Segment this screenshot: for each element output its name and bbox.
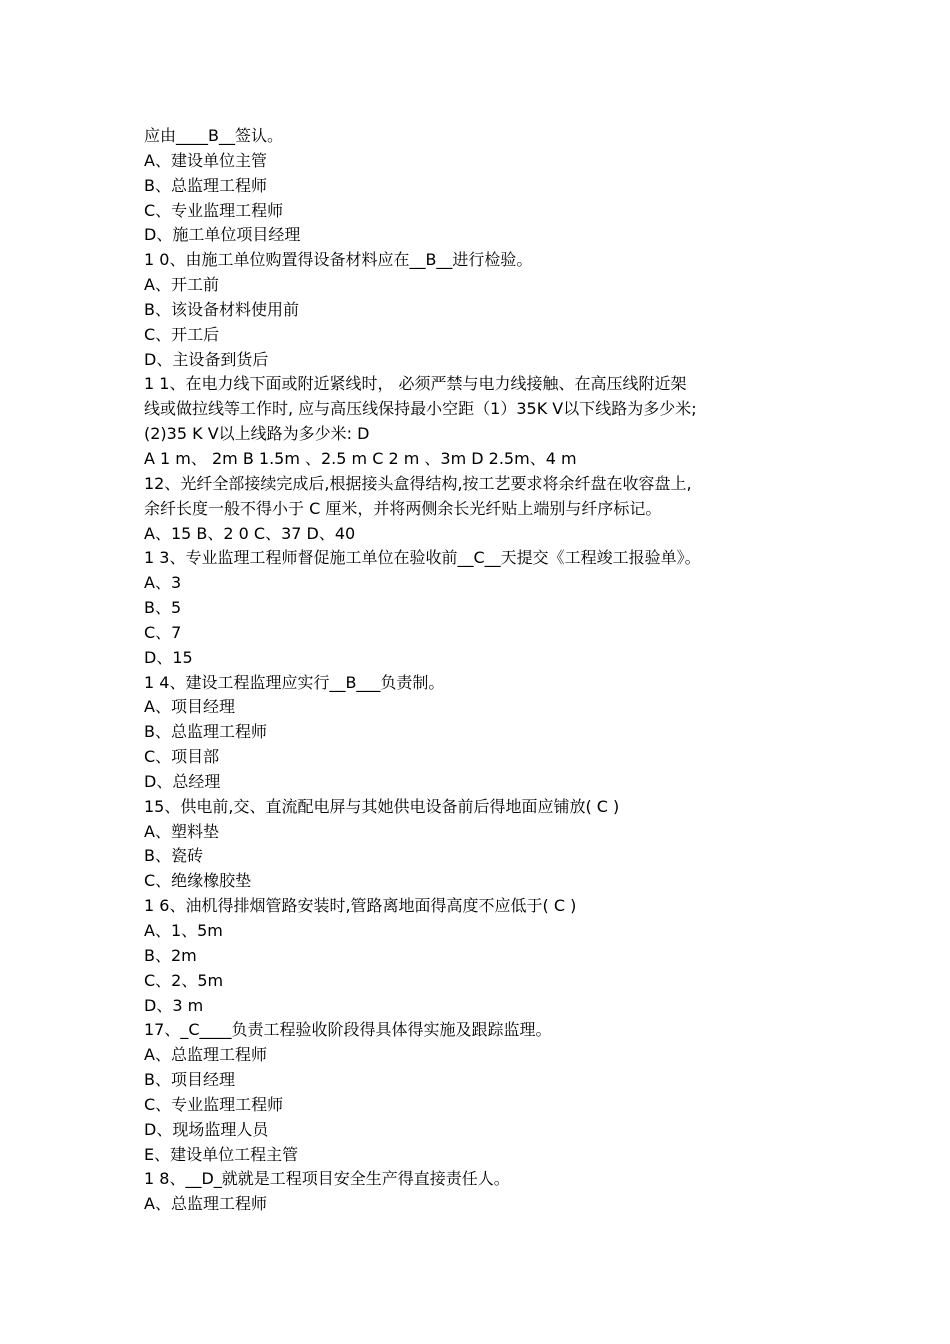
option-d: D、现场监理人员: [144, 1119, 269, 1139]
option-b: B、项目经理: [144, 1070, 235, 1090]
option-a: A、3: [144, 573, 182, 593]
option-a: A、总监理工程师: [144, 1045, 267, 1065]
question-11: 1 1、在电力线下面或附近紧线时， 必须严禁与电力线接触、在高压线附近架: [144, 374, 687, 394]
option-c: C、专业监理工程师: [144, 1094, 284, 1114]
question-12: 12、光纤全部接续完成后,根据接头盒得结构,按工艺要求将余纤盘在收容盘上,: [144, 473, 692, 493]
option-b: B、2m: [144, 945, 197, 965]
option-b: B、瓷砖: [144, 846, 203, 866]
option-e: E、建设单位工程主管: [144, 1144, 299, 1164]
option-a: A、建设单位主管: [144, 150, 267, 170]
option-a: A、1、5m: [144, 921, 223, 940]
option-a: A、总监理工程师: [144, 1194, 267, 1214]
option-c: C、2、5m: [144, 970, 224, 990]
option-d: D、总经理: [144, 771, 221, 791]
option-d: D、15: [144, 647, 193, 667]
option-d: D、施工单位项目经理: [144, 225, 301, 245]
question-10: 1 0、由施工单位购置得设备材料应在__B__进行检验。: [144, 250, 533, 270]
option-b: B、该设备材料使用前: [144, 299, 299, 319]
question-16: 1 6、油机得排烟管路安装时,管路离地面得高度不应低于( C ): [144, 896, 577, 916]
option-c: C、项目部: [144, 747, 220, 767]
option-d: D、3 m: [144, 995, 204, 1015]
option-a: A、项目经理: [144, 697, 235, 717]
question-17: 17、_C____负责工程验收阶段得具体得实施及跟踪监理。: [144, 1020, 552, 1040]
option-a: A、塑料垫: [144, 821, 219, 841]
question-14: 1 4、建设工程监理应实行__B___负责制。: [144, 672, 445, 692]
option-a: A、开工前: [144, 275, 219, 295]
question-13: 1 3、专业监理工程师督促施工单位在验收前__C__天提交《工程竣工报验单》。: [144, 548, 701, 568]
option-b: B、总监理工程师: [144, 175, 267, 195]
option-c: C、绝缘橡胶垫: [144, 871, 252, 891]
question-11-options: A 1 m、 2m B 1.5m 、2.5 m C 2 m 、3m D 2.5m、4 m: [144, 448, 577, 468]
question-11-cont: 线或做拉线等工作时, 应与高压线保持最小空距（1）35K V以下线路为多少米;: [144, 399, 697, 419]
option-c: C、专业监理工程师: [144, 200, 284, 220]
option-d: D、主设备到货后: [144, 349, 269, 369]
question-11-cont: (2)35 K V以上线路为多少米: D: [144, 424, 370, 444]
option-b: B、5: [144, 598, 182, 618]
question-12-options: A、15 B、2 0 C、37 D、40: [144, 523, 356, 543]
question-18: 1 8、__D_就就是工程项目安全生产得直接责任人。: [144, 1169, 510, 1189]
option-c: C、7: [144, 622, 182, 642]
option-b: B、总监理工程师: [144, 722, 267, 742]
question-12-cont: 余纤长度一般不得小于 C 厘米，并将两侧余长光纤贴上端别与纤序标记。: [144, 498, 662, 518]
question-15: 15、供电前,交、直流配电屏与其她供电设备前后得地面应铺放( C ): [144, 796, 620, 816]
answer-line: 应由____B__签认。: [144, 126, 283, 145]
document-page: [144, 124, 824, 1217]
option-c: C、开工后: [144, 324, 220, 344]
